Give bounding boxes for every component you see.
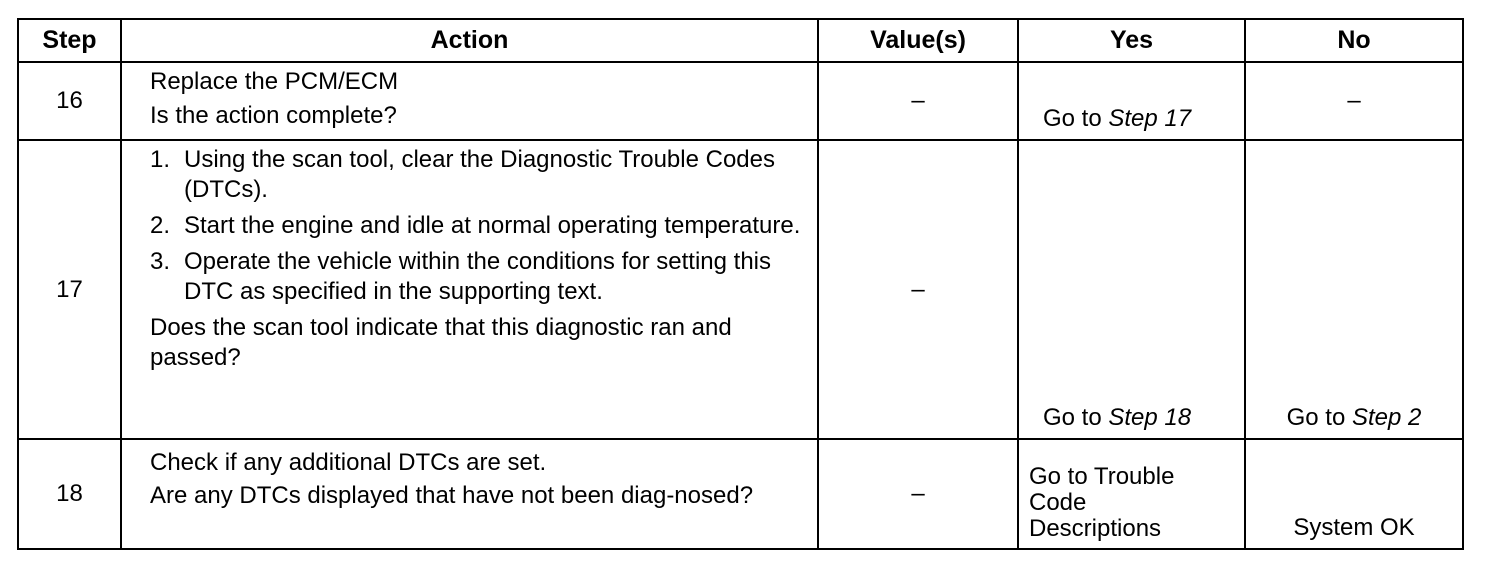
yes-cell [1018, 439, 1245, 549]
list-item [150, 247, 807, 307]
value-cell: – [818, 439, 1018, 549]
no-cell [1245, 140, 1463, 439]
action-question: Are any DTCs displayed that have not been diag-nosed? [150, 482, 754, 509]
header-no: No [1245, 19, 1463, 62]
yes-goto-step: Step 17 [1108, 105, 1192, 132]
list-item-text: Start the engine and idle at normal operating temperature. [184, 212, 801, 239]
header-yes: Yes [1018, 19, 1245, 62]
header-row [18, 19, 1463, 62]
list-item [150, 145, 807, 205]
step-number: 18 [18, 439, 121, 549]
yes-goto-text: Go to Trouble Code Descriptions [1029, 463, 1175, 542]
action-question: Is the action complete? [150, 102, 397, 129]
no-goto-step: Step 2 [1351, 404, 1422, 431]
table-row [18, 140, 1463, 439]
list-item-number: 2. [150, 212, 171, 239]
yes-cell [1018, 62, 1245, 140]
list-item-text: Operate the vehicle within the conditions for setting this DTC as specified in the supporting text. [184, 248, 771, 305]
no-goto-prefix: Go to [1286, 404, 1352, 431]
yes-goto-step: Step 18 [1108, 404, 1192, 431]
action-line: Check if any additional DTCs are set. [150, 449, 547, 476]
diagnostic-table [17, 18, 1464, 550]
no-cell: System OK [1245, 439, 1463, 549]
step-number: 16 [18, 62, 121, 140]
header-action: Action [121, 19, 818, 62]
yes-goto-prefix: Go to [1043, 105, 1109, 132]
value-cell: – [818, 140, 1018, 439]
list-item-text: Using the scan tool, clear the Diagnostic Trouble Codes (DTCs). [184, 146, 775, 203]
step-number: 17 [18, 140, 121, 439]
list-item-number: 3. [150, 248, 171, 275]
yes-goto-prefix: Go to [1043, 404, 1109, 431]
list-item [150, 211, 807, 241]
action-steps-list [150, 145, 807, 307]
header-values: Value(s) [818, 19, 1018, 62]
list-item-number: 1. [150, 146, 171, 173]
action-cell [121, 62, 818, 140]
value-cell: – [818, 62, 1018, 140]
header-step: Step [18, 19, 121, 62]
no-cell: – [1245, 62, 1463, 140]
action-question: Does the scan tool indicate that this diagnostic ran and passed? [150, 314, 732, 371]
table-row [18, 439, 1463, 549]
action-line: Replace the PCM/ECM [150, 68, 399, 95]
yes-cell [1018, 140, 1245, 439]
action-cell [121, 439, 818, 549]
table-row [18, 62, 1463, 140]
action-cell [121, 140, 818, 439]
